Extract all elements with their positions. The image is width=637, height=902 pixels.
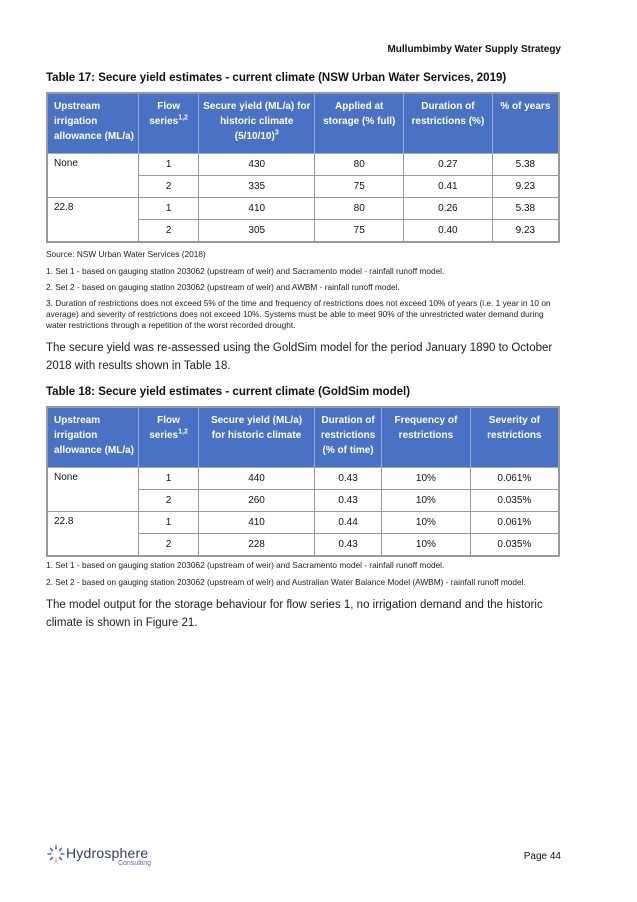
table17-header-duration: Duration of restrictions (%) [404, 93, 493, 153]
table-cell: 10% [382, 489, 471, 511]
table-cell: 335 [199, 175, 315, 197]
table-cell: 80 [315, 197, 404, 219]
table18-header-frequency: Frequency of restrictions [382, 407, 471, 467]
table18-header-secure-yield: Secure yield (ML/a) for historic climate [198, 407, 314, 467]
table17-source: Source: NSW Urban Water Services (2018) [46, 249, 206, 259]
table-row [47, 197, 559, 219]
table-cell: 440 [198, 467, 314, 489]
table18-header-severity: Severity of restrictions [470, 407, 559, 467]
table-cell: 2 [139, 219, 199, 242]
table-row [47, 511, 559, 533]
table-cell: 1 [139, 467, 199, 489]
table17-header-secure-yield: Secure yield (ML/a) for historic climate $(5/10/10)^3$ [199, 93, 315, 153]
table-cell: 410 [199, 197, 315, 219]
table-cell: 0.26 [404, 197, 493, 219]
table-cell: 1 [139, 197, 199, 219]
table-cell: 2 [139, 175, 199, 197]
table-cell: 2 [139, 533, 199, 556]
document-header-title: Mullumbimby Water Supply Strategy [387, 44, 561, 55]
table18-caption: Table 18: Secure yield estimates - current climate (GoldSim model) [46, 386, 411, 398]
table-cell: 0.035% [470, 489, 559, 511]
table-row [47, 153, 559, 175]
table-cell: 75 [315, 175, 404, 197]
table-row [47, 467, 559, 489]
table-cell: 430 [199, 153, 315, 175]
table-cell: 260 [198, 489, 314, 511]
table17-note-2: 2. Set 2 - based on gauging station 203062 (upstream of weir) and AWBM - rainfall runoff model. [46, 282, 400, 292]
table-cell: 305 [199, 219, 315, 242]
table-cell: 9.23 [492, 219, 559, 242]
table-cell: 410 [198, 511, 314, 533]
table-cell: 75 [315, 219, 404, 242]
table-cell: None [47, 467, 139, 511]
table17-header-applied: Applied at storage (% full) [315, 93, 404, 153]
table-cell: None [47, 153, 139, 197]
table17-note-1: 1. Set 1 - based on gauging station 203062 (upstream of weir) and Sacramento model - rainfall runoff model. [46, 266, 445, 276]
table17-note-3: 3. Duration of restrictions does not exceed 5% of the time and frequency of restrictions does not exceed 10% of years (i.e. 1 year in 10 on average) and severity of restrictions does not exceed 10%. Systems must be able to meet 90% of the unrestricted water demand during water restrictions through a repetition of the worst recorded drought. [46, 298, 551, 330]
table-cell: 5.38 [492, 197, 559, 219]
paragraph-secure-yield: The secure yield was re-assessed using the GoldSim model for the period January 1890 to October 2018 with results shown in Table 18. [46, 342, 553, 372]
table18-note-1: 1. Set 1 - based on gauging station 203062 (upstream of weir) and Sacramento model - rainfall runoff model. [46, 560, 445, 570]
table-cell: 0.43 [315, 533, 382, 556]
table-cell: 1 [139, 511, 199, 533]
table-cell: 0.061% [470, 467, 559, 489]
table-cell: 0.43 [315, 489, 382, 511]
table18-note-2: 2. Set 2 - based on gauging station 203062 (upstream of weir) and Australian Water Balance Model (AWBM) - rainfall runoff model. [46, 577, 526, 587]
table-cell: 9.23 [492, 175, 559, 197]
table-cell: 10% [382, 533, 471, 556]
table-cell: 228 [198, 533, 314, 556]
table-cell: 0.41 [404, 175, 493, 197]
page-number: Page 44 [523, 851, 561, 862]
table17-header-irrigation: Upstream irrigation allowance (ML/a) [47, 93, 139, 153]
table-cell: 0.035% [470, 533, 559, 556]
table-cell: 0.43 [315, 467, 382, 489]
table-cell: 2 [139, 489, 199, 511]
table-cell: 5.38 [492, 153, 559, 175]
table-cell: 0.44 [315, 511, 382, 533]
table-cell: 1 [139, 153, 199, 175]
hydrosphere-logo [46, 843, 166, 869]
table17 [46, 92, 560, 243]
table-cell: 0.061% [470, 511, 559, 533]
table17-header-flow: Flow series$^{1,2}$ [139, 93, 199, 153]
table18-header-flow: Flow series$^{1,2}$ [139, 407, 199, 467]
logo-wordmark: Hydrosphere [66, 845, 149, 861]
paragraph-model-output: The model output for the storage behaviour for flow series 1, no irrigation demand and the historic climate is shown in Figure 21. [46, 599, 543, 629]
table-cell: 0.27 [404, 153, 493, 175]
table-cell: 22.8 [47, 511, 139, 556]
table-cell: 10% [382, 467, 471, 489]
table-cell: 22.8 [47, 197, 139, 242]
logo-subtitle: Consulting [118, 860, 152, 867]
sunburst-icon [46, 844, 66, 864]
table18 [46, 406, 560, 557]
table-cell: 0.40 [404, 219, 493, 242]
table-cell: 10% [382, 511, 471, 533]
table17-header-years: % of years [492, 93, 559, 153]
table-cell: 80 [315, 153, 404, 175]
table18-header-irrigation: Upstream irrigation allowance (ML/a) [47, 407, 139, 467]
table18-header-duration: Duration of restrictions (% of time) [315, 407, 382, 467]
table17-caption: Table 17: Secure yield estimates - current climate (NSW Urban Water Services, 2019) [46, 72, 507, 84]
